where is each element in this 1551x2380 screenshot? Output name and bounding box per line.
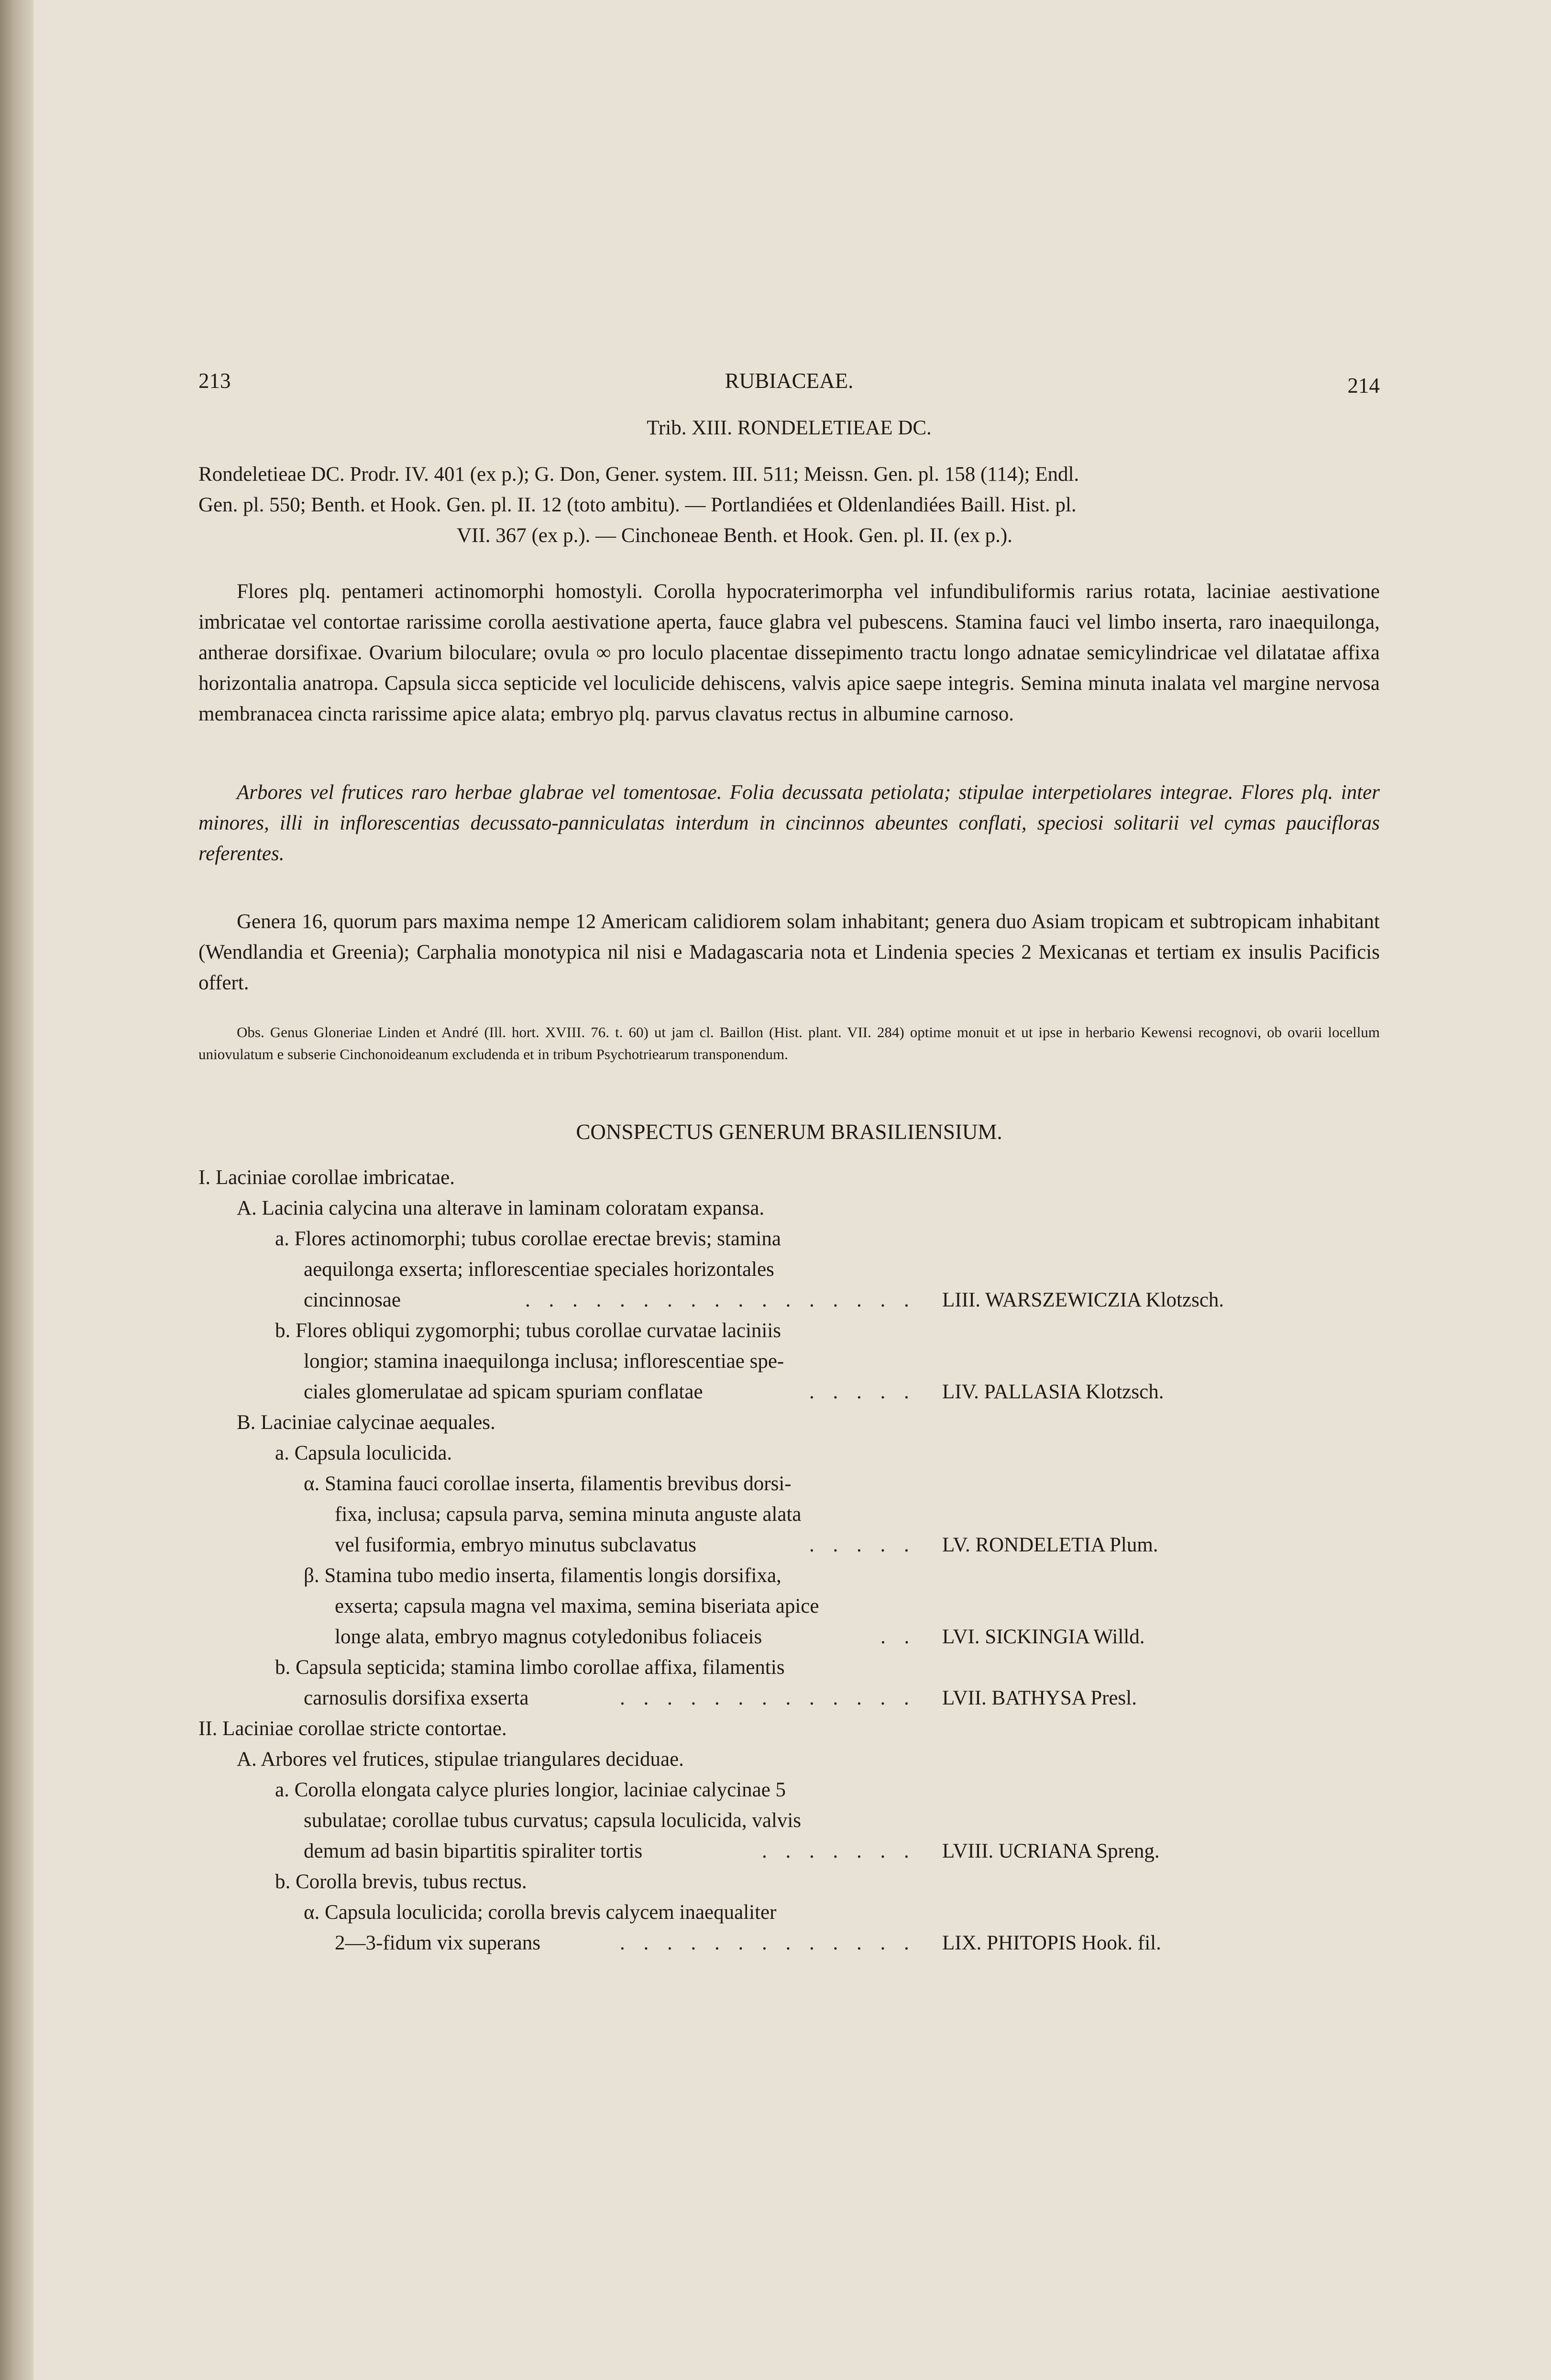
key-line-text: aequilonga exserta; inflorescentiae speciales horizontales bbox=[304, 1258, 774, 1281]
key-line-text: carnosulis dorsifixa exserta bbox=[304, 1687, 529, 1709]
key-line bbox=[198, 1530, 1380, 1561]
page-number-left: 213 bbox=[198, 369, 231, 393]
key-line-text: b. Flores obliqui zygomorphi; tubus corollae curvatae laciniis bbox=[275, 1319, 781, 1342]
key-line bbox=[198, 1897, 1380, 1928]
key-line bbox=[198, 1285, 1380, 1316]
genus-result: LIX. PHITOPIS Hook. fil. bbox=[942, 1932, 1161, 1954]
synonymy bbox=[198, 459, 1380, 551]
key-line bbox=[198, 1407, 1380, 1438]
page-number-right: 214 bbox=[1347, 374, 1380, 398]
leader-dots: . . bbox=[880, 1626, 916, 1648]
synonymy-line: Gen. pl. 550; Benth. et Hook. Gen. pl. II. 12 (toto ambitu). — Portlandiées et Oldenlandiées Baill. Hist. pl. bbox=[198, 494, 1077, 516]
key-line-text: A. Arbores vel frutices, stipulae triangulares deciduae. bbox=[237, 1748, 684, 1771]
key-line bbox=[198, 1499, 1380, 1530]
synonymy-line: VII. 367 (ex p.). — Cinchoneae Benth. et Hook. Gen. pl. II. (ex p.). bbox=[457, 524, 1012, 547]
key-line-text: I. Laciniae corollae imbricatae. bbox=[198, 1166, 455, 1189]
conspectus-title: CONSPECTUS GENERUM BRASILIENSIUM. bbox=[576, 1120, 1002, 1144]
key-line bbox=[198, 1377, 1380, 1407]
key-line-text: vel fusiformia, embryo minutus subclavatus bbox=[335, 1534, 696, 1556]
key-line bbox=[198, 1744, 1380, 1775]
arbores-paragraph: Arbores vel frutices raro herbae glabrae vel tomentosae. Folia decussata petiolata; stipulae interpetiolares integrae. Flores plq. inter minores, illi in inflorescentias decussato-panniculatas interdum in cincinnos abeuntes conflati, speciosi solitarii vel cymas paucifloras referentes. bbox=[198, 781, 1380, 865]
synonymy-line: Rondeletieae DC. Prodr. IV. 401 (ex p.); G. Don, Gener. system. III. 511; Meissn. Gen. pl. 158 (114); Endl. bbox=[198, 463, 1079, 486]
running-header bbox=[198, 368, 1380, 402]
key-line-text: a. Flores actinomorphi; tubus corollae erectae brevis; stamina bbox=[275, 1228, 781, 1250]
flores-paragraph: Flores plq. pentameri actinomorphi homostyli. Corolla hypocraterimorpha vel infundibuliformis rarius rotata, laciniae aestivatione imbricatae vel contortae rarissime corolla aestivatione aperta, fauce glabra vel pubescens. Stamina fauci vel limbo inserta, raro inaequilonga, antherae dorsifixae. Ovarium biloculare; ovula ∞ pro loculo placentae dissepimento tractu longo adnatae semicylindricae vel dilatatae affixa horizontalia anatropa. Capsula sicca septicide vel loculicide dehiscens, valvis apice saepe integris. Semina minuta inalata vel margine nervosa membranacea cincta rarissime apice alata; embryo plq. parvus clavatus rectus in albumine carnoso. bbox=[198, 580, 1380, 725]
page bbox=[198, 0, 1380, 2380]
leader-dots: . . . . . bbox=[809, 1381, 916, 1403]
key-line-text: β. Stamina tubo medio inserta, filamentis longis dorsifixa, bbox=[304, 1564, 781, 1587]
key-line bbox=[198, 1561, 1380, 1591]
key-line-text: α. Capsula loculicida; corolla brevis calycem inaequaliter bbox=[304, 1901, 777, 1924]
key-line bbox=[198, 1254, 1380, 1285]
key-line-text: A. Lacinia calycina una alterave in laminam coloratam expansa. bbox=[237, 1197, 765, 1219]
key-line-text: a. Capsula loculicida. bbox=[275, 1442, 452, 1464]
key-line bbox=[198, 1714, 1380, 1744]
key-line-text: b. Capsula septicida; stamina limbo corollae affixa, filamentis bbox=[275, 1656, 785, 1679]
key-line bbox=[198, 1867, 1380, 1897]
key-line-text: longe alata, embryo magnus cotyledonibus foliaceis bbox=[335, 1626, 762, 1648]
key-line bbox=[198, 1775, 1380, 1805]
genus-result: LVI. SICKINGIA Willd. bbox=[942, 1626, 1145, 1648]
key-line-text: B. Laciniae calycinae aequales. bbox=[237, 1411, 495, 1434]
key-line-text: ciales glomerulatae ad spicam spuriam conflatae bbox=[304, 1381, 703, 1403]
leader-dots: . . . . . . . . . . . . . bbox=[620, 1932, 916, 1954]
key-line bbox=[198, 1683, 1380, 1714]
key-line bbox=[198, 1224, 1380, 1254]
observation-note: Obs. Genus Gloneriae Linden et André (Ill. hort. XVIII. 76. t. 60) ut jam cl. Baillon (Hist. plant. VII. 284) optime monuit et ut ipse in herbario Kewensi recognovi, ob ovarii locellum uniovulatum e subserie Cinchonoideanum excludenda et in tribum Psychotriearum transponendum. bbox=[198, 1024, 1380, 1063]
key-line bbox=[198, 1805, 1380, 1836]
leader-dots: . . . . . . . . . . . . . bbox=[620, 1687, 916, 1709]
key-line-text: demum ad basin bipartitis spiraliter tortis bbox=[304, 1840, 643, 1862]
genus-result: LIII. WARSZEWICZIA Klotzsch. bbox=[942, 1289, 1224, 1311]
key-line-text: α. Stamina fauci corollae inserta, filamentis brevibus dorsi- bbox=[304, 1472, 792, 1495]
key-line-text: subulatae; corollae tubus curvatus; capsula loculicida, valvis bbox=[304, 1809, 802, 1832]
identification-key bbox=[198, 1162, 1380, 1959]
key-line-text: fixa, inclusa; capsula parva, semina minuta anguste alata bbox=[335, 1503, 802, 1526]
key-line-text: longior; stamina inaequilonga inclusa; inflorescentiae spe- bbox=[304, 1350, 784, 1373]
leader-dots: . . . . . bbox=[809, 1534, 916, 1556]
key-line bbox=[198, 1193, 1380, 1224]
book-spine-shadow bbox=[0, 0, 33, 2380]
tribe-title: Trib. XIII. RONDELETIEAE DC. bbox=[647, 417, 932, 439]
key-line bbox=[198, 1346, 1380, 1377]
genera-paragraph: Genera 16, quorum pars maxima nempe 12 Americam calidiorem solam inhabitant; genera duo Asiam tropicam et subtropicam inhabitant (Wendlandia et Greenia); Carphalia monotypica nil nisi e Madagascaria nota et Lindenia species 2 Mexicanas et tertiam ex insulis Pacificis offert. bbox=[198, 910, 1380, 994]
key-line-text: II. Laciniae corollae stricte contortae. bbox=[198, 1717, 507, 1740]
running-title: RUBIACEAE. bbox=[725, 369, 854, 393]
key-line bbox=[198, 1928, 1380, 1959]
key-line bbox=[198, 1622, 1380, 1652]
key-line bbox=[198, 1438, 1380, 1469]
leader-dots: . . . . . . . bbox=[762, 1840, 916, 1862]
key-line bbox=[198, 1469, 1380, 1499]
key-line bbox=[198, 1591, 1380, 1622]
genus-result: LVIII. UCRIANA Spreng. bbox=[942, 1840, 1160, 1862]
key-line bbox=[198, 1316, 1380, 1346]
key-line-text: a. Corolla elongata calyce pluries longior, laciniae calycinae 5 bbox=[275, 1779, 786, 1801]
key-line-text: b. Corolla brevis, tubus rectus. bbox=[275, 1871, 527, 1893]
key-line bbox=[198, 1836, 1380, 1867]
key-line-text: 2—3-fidum vix superans bbox=[335, 1932, 540, 1954]
genus-result: LVII. BATHYSA Presl. bbox=[942, 1687, 1137, 1709]
key-line-text: cincinnosae bbox=[304, 1289, 401, 1311]
genus-result: LV. RONDELETIA Plum. bbox=[942, 1534, 1158, 1556]
leader-dots: . . . . . . . . . . . . . . . . . bbox=[525, 1289, 916, 1311]
key-line bbox=[198, 1162, 1380, 1193]
genus-result: LIV. PALLASIA Klotzsch. bbox=[942, 1381, 1164, 1403]
key-line bbox=[198, 1652, 1380, 1683]
key-line-text: exserta; capsula magna vel maxima, semina biseriata apice bbox=[335, 1595, 819, 1617]
